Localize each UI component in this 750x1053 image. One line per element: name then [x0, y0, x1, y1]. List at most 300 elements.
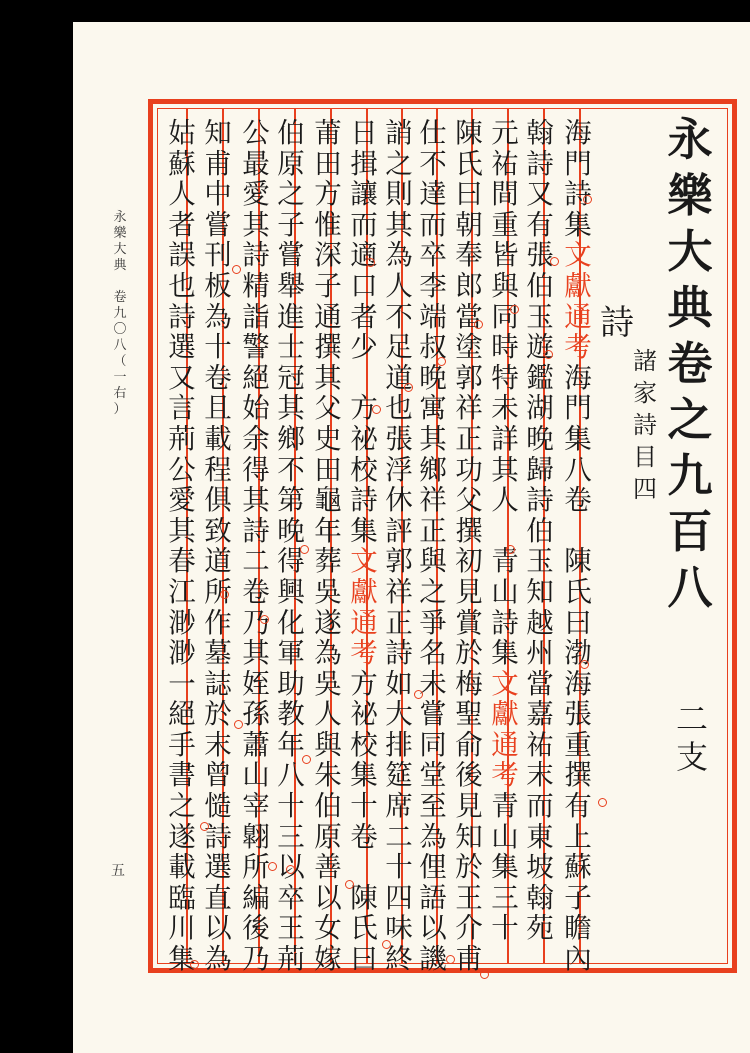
- text-char: 後: [455, 759, 483, 792]
- text-char: 郭: [385, 545, 413, 578]
- text-char: 玉: [526, 300, 554, 333]
- title-char: 永: [667, 113, 713, 166]
- text-char: 吳: [314, 667, 342, 700]
- text-char: 山: [242, 759, 270, 792]
- subtitle-char: 詩: [633, 411, 657, 439]
- text-char: 乃: [242, 606, 270, 639]
- text-char: 為: [204, 943, 232, 976]
- text-char: 休: [385, 484, 413, 517]
- text-char: 仕: [419, 117, 447, 149]
- text-char: 蘇: [168, 147, 196, 180]
- text-char: 足: [385, 331, 413, 364]
- text-char: 且: [204, 392, 232, 425]
- text-char: 塗: [455, 331, 483, 364]
- text-column: [271, 117, 311, 976]
- text-column: [413, 117, 453, 976]
- text-char: 功: [455, 453, 483, 486]
- text-char: 父: [314, 392, 342, 425]
- text-char: 苑: [526, 912, 554, 945]
- text-char: 揖: [350, 147, 378, 180]
- text-char: 正: [385, 606, 413, 639]
- text-char: 載: [204, 422, 232, 455]
- text-char: 間: [491, 178, 519, 211]
- text-char: 梅: [455, 667, 483, 700]
- text-char: 也: [385, 392, 413, 425]
- text-char: 書: [168, 759, 196, 792]
- red-citation-char: 文: [491, 667, 519, 700]
- text-char: 嘉: [526, 698, 554, 731]
- text-char: 乃: [242, 943, 270, 976]
- text-char: 端: [419, 300, 447, 333]
- text-char: 方: [350, 392, 378, 425]
- punctuation-dot: [345, 880, 354, 889]
- text-char: 編: [242, 881, 270, 914]
- margin-label-char: （: [113, 354, 127, 369]
- red-citation-char: 通: [564, 300, 592, 333]
- text-char: 人: [385, 269, 413, 302]
- text-char: 山: [491, 820, 519, 853]
- text-char: 江: [168, 575, 196, 608]
- text-char: 女: [314, 912, 342, 945]
- punctuation-dot: [234, 720, 243, 729]
- text-char: 手: [168, 728, 196, 761]
- text-char: 詩: [168, 300, 196, 333]
- subtitle-char: 家: [633, 379, 657, 407]
- text-char: 於: [455, 851, 483, 884]
- text-char: 四: [385, 881, 413, 914]
- margin-label-char: 〇: [113, 322, 127, 337]
- text-char: 不: [419, 147, 447, 180]
- text-char: 卷: [204, 361, 232, 394]
- text-char: 聖: [455, 698, 483, 731]
- text-char: 於: [455, 637, 483, 670]
- text-char: 八: [564, 453, 592, 486]
- text-char: 十: [350, 790, 378, 823]
- text-char: 青: [491, 790, 519, 823]
- text-char: 之: [277, 178, 305, 211]
- text-char: 寓: [419, 392, 447, 425]
- text-char: 陳: [564, 545, 592, 578]
- text-char: 一: [168, 667, 196, 700]
- text-char: 正: [455, 422, 483, 455]
- text-char: 詩: [526, 147, 554, 180]
- text-char: 春: [168, 545, 196, 578]
- text-char: 味: [385, 912, 413, 945]
- text-char: 氏: [350, 912, 378, 945]
- text-char: 不: [277, 453, 305, 486]
- text-char: 致: [204, 514, 232, 547]
- text-char: 其: [277, 392, 305, 425]
- text-char: 原: [314, 820, 342, 853]
- text-char: 青: [491, 545, 519, 578]
- text-char: 舉: [277, 269, 305, 302]
- text-char: 不: [385, 300, 413, 333]
- text-char: 山: [491, 575, 519, 608]
- punctuation-dot: [404, 383, 413, 392]
- text-char: [350, 852, 378, 883]
- text-char: 如: [385, 667, 413, 700]
- text-char: 十: [277, 790, 305, 823]
- title-char: 典: [667, 281, 713, 334]
- text-char: 十: [491, 912, 519, 945]
- punctuation-dot: [550, 257, 559, 266]
- text-char: 士: [277, 331, 305, 364]
- punctuation-dot: [232, 265, 241, 274]
- text-char: 誌: [204, 667, 232, 700]
- text-char: 晚: [419, 361, 447, 394]
- rhyme-char: 二: [675, 700, 708, 738]
- margin-label-char: 永: [113, 210, 127, 225]
- margin-label-char: [113, 274, 126, 290]
- text-char: 祥: [419, 484, 447, 517]
- text-char: 氏: [564, 575, 592, 608]
- text-char: 其: [168, 514, 196, 547]
- text-char: 葬: [314, 545, 342, 578]
- red-citation-char: 獻: [564, 269, 592, 302]
- rhyme-label: [672, 700, 712, 776]
- text-char: 集: [491, 851, 519, 884]
- subtitle-char: 目: [633, 443, 657, 471]
- text-char: 曾: [204, 759, 232, 792]
- text-char: [491, 516, 519, 547]
- title-char: 樂: [667, 169, 713, 222]
- text-char: 末: [526, 759, 554, 792]
- text-char: 龜: [314, 484, 342, 517]
- text-char: 以: [277, 851, 305, 884]
- text-char: 嫁: [314, 943, 342, 976]
- text-char: 語: [419, 881, 447, 914]
- text-char: 撰: [314, 331, 342, 364]
- punctuation-dot: [437, 357, 446, 366]
- text-char: 曰: [350, 943, 378, 976]
- text-char: 詩: [385, 637, 413, 670]
- text-char: 鑑: [526, 361, 554, 394]
- text-char: 田: [314, 147, 342, 180]
- text-char: 重: [491, 208, 519, 241]
- text-char: 誚: [385, 117, 413, 149]
- text-char: 東: [526, 820, 554, 853]
- text-char: 子: [314, 269, 342, 302]
- text-char: 進: [277, 300, 305, 333]
- text-column: [449, 117, 489, 976]
- text-char: 最: [242, 147, 270, 180]
- text-char: 所: [242, 851, 270, 884]
- text-char: 名: [419, 637, 447, 670]
- text-char: 詩: [242, 239, 270, 272]
- text-char: 州: [526, 637, 554, 670]
- red-citation-char: 獻: [350, 575, 378, 608]
- text-char: 其: [242, 637, 270, 670]
- text-char: 善: [314, 851, 342, 884]
- text-char: 詳: [491, 422, 519, 455]
- text-column: [379, 117, 419, 976]
- text-char: 助: [277, 667, 305, 700]
- text-char: 坡: [526, 851, 554, 884]
- text-char: 正: [419, 514, 447, 547]
- title-char: 之: [667, 393, 713, 446]
- text-char: 孫: [242, 698, 270, 731]
- text-char: 而: [419, 208, 447, 241]
- text-char: 門: [564, 147, 592, 180]
- text-char: 伯: [526, 269, 554, 302]
- text-char: 伯: [314, 790, 342, 823]
- punctuation-dot: [366, 258, 375, 267]
- text-char: 又: [526, 178, 554, 211]
- text-char: 其: [242, 484, 270, 517]
- text-char: 祐: [491, 147, 519, 180]
- text-char: 歸: [526, 453, 554, 486]
- text-char: 田: [314, 453, 342, 486]
- text-char: 十: [385, 851, 413, 884]
- text-char: 之: [168, 790, 196, 823]
- volume-title: [660, 112, 720, 616]
- text-char: 甫: [204, 147, 232, 180]
- text-char: 又: [168, 361, 196, 394]
- text-char: 鄉: [277, 422, 305, 455]
- text-char: 見: [455, 790, 483, 823]
- title-char: 九: [667, 449, 713, 502]
- text-char: 祥: [385, 575, 413, 608]
- text-char: 之: [385, 147, 413, 180]
- text-char: 渺: [168, 637, 196, 670]
- text-char: 王: [455, 881, 483, 914]
- text-char: 翺: [242, 820, 270, 853]
- punctuation-dot: [286, 865, 295, 874]
- text-char: 遂: [168, 820, 196, 853]
- text-char: 莆: [314, 117, 342, 149]
- text-char: 知: [204, 117, 232, 149]
- text-char: 門: [564, 392, 592, 425]
- text-char: 其: [419, 422, 447, 455]
- section-title: 詩: [600, 303, 634, 343]
- text-column: [308, 117, 348, 976]
- margin-label-char: ）: [113, 402, 127, 417]
- text-char: 言: [168, 392, 196, 425]
- text-char: 同: [419, 728, 447, 761]
- text-char: 荊: [168, 422, 196, 455]
- text-char: 所: [204, 575, 232, 608]
- text-char: 翰: [526, 117, 554, 149]
- text-column: [198, 117, 238, 976]
- text-char: 人: [491, 484, 519, 517]
- text-char: 席: [385, 790, 413, 823]
- title-char: 大: [667, 225, 713, 278]
- text-char: 蕭: [242, 728, 270, 761]
- text-char: 特: [491, 361, 519, 394]
- text-char: 海: [564, 667, 592, 700]
- text-char: 大: [385, 698, 413, 731]
- text-char: 始: [242, 392, 270, 425]
- text-column: [485, 118, 525, 958]
- text-char: 卷: [350, 820, 378, 853]
- text-char: 叔: [419, 331, 447, 364]
- text-char: 刊: [204, 239, 232, 272]
- text-char: 八: [277, 759, 305, 792]
- title-char: 卷: [667, 337, 713, 390]
- text-char: 嘗: [419, 698, 447, 731]
- red-citation-char: 通: [491, 728, 519, 761]
- text-char: 譏: [419, 943, 447, 976]
- text-char: 三: [491, 881, 519, 914]
- text-char: 原: [277, 147, 305, 180]
- text-char: 校: [350, 453, 378, 486]
- punctuation-dot: [506, 545, 515, 554]
- text-char: 墓: [204, 637, 232, 670]
- text-char: 評: [385, 514, 413, 547]
- text-char: 通: [314, 300, 342, 333]
- text-char: 冠: [277, 361, 305, 394]
- text-char: 詩: [242, 514, 270, 547]
- text-char: 海: [564, 117, 592, 149]
- text-char: 史: [314, 422, 342, 455]
- text-char: 俚: [419, 851, 447, 884]
- text-char: 警: [242, 331, 270, 364]
- text-char: 愛: [242, 178, 270, 211]
- text-char: 方: [350, 667, 378, 700]
- text-char: 與: [314, 728, 342, 761]
- margin-label-char: 右: [113, 386, 127, 401]
- text-char: 祐: [526, 728, 554, 761]
- text-char: 為: [204, 300, 232, 333]
- text-char: 俱: [204, 484, 232, 517]
- text-column: [162, 117, 202, 976]
- text-char: 嘗: [277, 239, 305, 272]
- text-char: 皆: [491, 239, 519, 272]
- text-column: [344, 117, 384, 976]
- text-char: 集: [350, 514, 378, 547]
- text-char: 選: [168, 331, 196, 364]
- text-char: 慥: [204, 790, 232, 823]
- punctuation-dot: [190, 960, 199, 969]
- text-char: 陳: [350, 881, 378, 914]
- text-char: [350, 363, 378, 394]
- text-char: 有: [564, 790, 592, 823]
- text-char: 軍: [277, 637, 305, 670]
- text-char: 奉: [455, 239, 483, 272]
- red-citation-char: 考: [491, 759, 519, 792]
- text-char: 渺: [168, 606, 196, 639]
- text-char: 俞: [455, 728, 483, 761]
- text-char: 興: [277, 575, 305, 608]
- text-char: 知: [526, 575, 554, 608]
- text-char: 卷: [564, 484, 592, 517]
- text-char: 絕: [242, 361, 270, 394]
- text-char: 甫: [455, 943, 483, 976]
- text-char: 瞻: [564, 912, 592, 945]
- text-char: 遂: [314, 606, 342, 639]
- margin-label-char: 卷: [113, 290, 127, 305]
- margin-label-char: 八: [113, 338, 127, 353]
- text-char: 川: [168, 912, 196, 945]
- text-char: 達: [419, 178, 447, 211]
- text-column: [558, 117, 598, 976]
- red-citation-char: 考: [564, 331, 592, 364]
- text-char: 後: [242, 912, 270, 945]
- subtitle-char: 諸: [633, 347, 657, 375]
- punctuation-dot: [300, 545, 309, 554]
- text-char: 詩: [564, 178, 592, 211]
- text-char: 撰: [564, 759, 592, 792]
- text-char: 化: [277, 606, 305, 639]
- text-char: 鄉: [419, 453, 447, 486]
- text-char: 知: [455, 820, 483, 853]
- text-char: 第: [277, 484, 305, 517]
- text-char: 未: [491, 392, 519, 425]
- text-char: 者: [168, 208, 196, 241]
- text-char: 人: [314, 698, 342, 731]
- text-char: 者: [350, 300, 378, 333]
- text-char: 集: [564, 422, 592, 455]
- text-char: 而: [350, 208, 378, 241]
- punctuation-dot: [480, 970, 489, 979]
- text-char: 其: [242, 208, 270, 241]
- text-char: 蘇: [564, 851, 592, 884]
- text-char: 張: [564, 698, 592, 731]
- text-char: 浮: [385, 453, 413, 486]
- text-char: 其: [491, 453, 519, 486]
- text-char: 姪: [242, 667, 270, 700]
- text-char: 集: [168, 943, 196, 976]
- punctuation-dot: [583, 195, 592, 204]
- text-char: 為: [385, 239, 413, 272]
- text-char: 以: [419, 912, 447, 945]
- text-char: 為: [419, 820, 447, 853]
- punctuation-dot: [372, 405, 381, 414]
- margin-label-char: 典: [113, 258, 127, 273]
- text-char: [564, 516, 592, 547]
- red-citation-char: 文: [564, 239, 592, 272]
- margin-label-char: 樂: [113, 226, 127, 241]
- text-char: 陳: [455, 117, 483, 149]
- text-char: 公: [168, 453, 196, 486]
- text-char: 元: [491, 117, 519, 149]
- subtitle: [630, 345, 660, 505]
- text-char: 郎: [455, 269, 483, 302]
- text-column: [236, 117, 276, 976]
- punctuation-dot: [446, 955, 455, 964]
- text-char: 板: [204, 269, 232, 302]
- text-char: 直: [204, 881, 232, 914]
- text-char: 李: [419, 269, 447, 302]
- text-char: 載: [168, 851, 196, 884]
- text-char: 年: [314, 514, 342, 547]
- text-char: 讓: [350, 178, 378, 211]
- text-char: 撰: [455, 514, 483, 547]
- red-citation-char: 獻: [491, 698, 519, 731]
- page-number: 五: [111, 863, 125, 879]
- text-char: 口: [350, 269, 378, 302]
- text-char: 誤: [168, 239, 196, 272]
- text-char: 重: [564, 728, 592, 761]
- punctuation-dot: [302, 755, 311, 764]
- subtitle-char: 四: [633, 475, 657, 503]
- text-char: 詣: [242, 300, 270, 333]
- text-char: 湖: [526, 392, 554, 425]
- text-char: 未: [419, 667, 447, 700]
- punctuation-dot: [598, 798, 607, 807]
- text-char: 堂: [419, 759, 447, 792]
- text-char: 晚: [526, 422, 554, 455]
- text-char: 惟: [314, 208, 342, 241]
- text-char: 賞: [455, 606, 483, 639]
- text-char: 於: [204, 698, 232, 731]
- text-char: 中: [204, 178, 232, 211]
- text-char: 荊: [277, 943, 305, 976]
- text-char: 張: [385, 422, 413, 455]
- text-char: 朱: [314, 759, 342, 792]
- punctuation-dot: [510, 305, 519, 314]
- text-char: 排: [385, 728, 413, 761]
